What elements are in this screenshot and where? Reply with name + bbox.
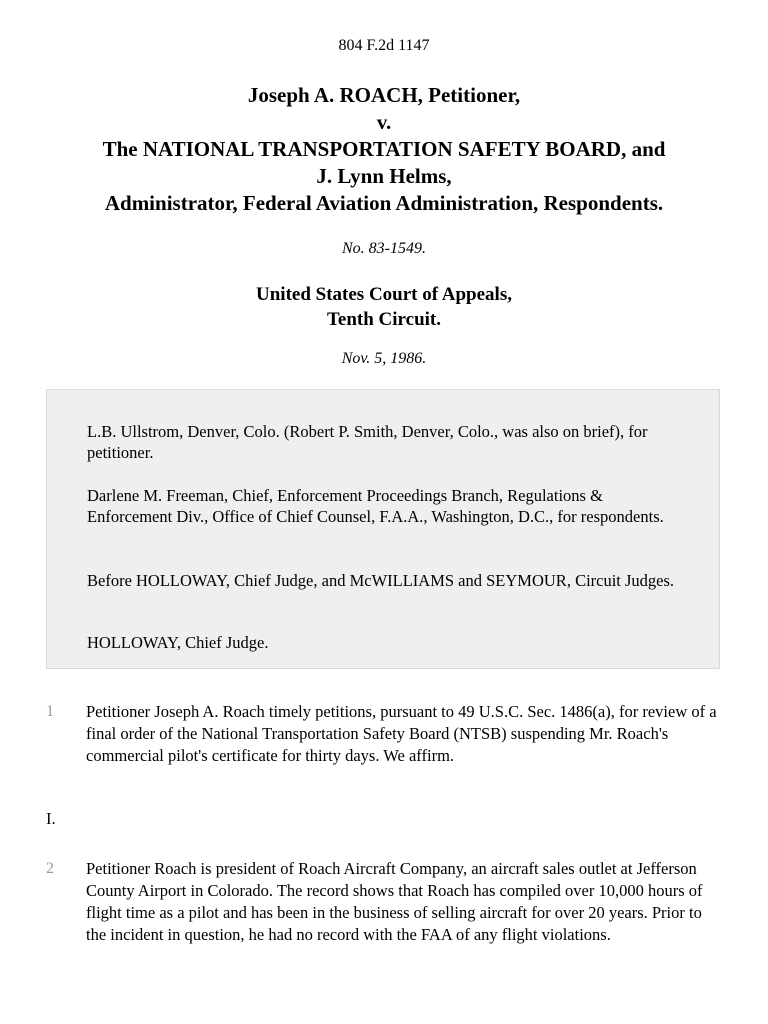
caption-petitioner: Joseph A. ROACH, Petitioner,	[247, 83, 521, 107]
court-name-line-1: United States Court of Appeals,	[256, 284, 512, 305]
case-caption	[0, 82, 768, 217]
decision-date: Nov. 5, 1986.	[341, 350, 427, 367]
section-heading: I.	[46, 809, 56, 828]
counsel-for-petitioner: L.B. Ullstrom, Denver, Colo. (Robert P. Smith, Denver, Colo., was also on brief), for petitioner.	[87, 422, 648, 462]
paragraph-number: 2	[46, 860, 54, 877]
court-name	[0, 282, 768, 332]
counsel-box	[46, 389, 720, 669]
court-name-line-2: Tenth Circuit.	[326, 309, 442, 330]
panel-judges: Before HOLLOWAY, Chief Judge, and McWILLIAMS and SEYMOUR, Circuit Judges.	[87, 571, 675, 590]
paragraph-text: Petitioner Joseph A. Roach timely petitions, pursuant to 49 U.S.C. Sec. 1486(a), for review of a final order of the National Transportation Safety Board (NTSB) suspending Mr. Roach's commercial pilot's certificate for thirty days. We affirm.	[86, 702, 717, 765]
reporter-citation: 804 F.2d 1147	[338, 37, 430, 54]
caption-respondent-board: The NATIONAL TRANSPORTATION SAFETY BOARD, and	[102, 137, 666, 161]
paragraph-text: Petitioner Roach is president of Roach Aircraft Company, an aircraft sales outlet at Jefferson County Airport in Colorado. The record shows that Roach has compiled over 10,000 hours of flight time as a pilot and has been in the business of selling aircraft for over 20 years. Prior to the incident in question, he had no record with the FAA of any flight violations.	[86, 859, 703, 944]
caption-respondent-title: Administrator, Federal Aviation Administration, Respondents.	[104, 191, 664, 215]
counsel-for-respondents: Darlene M. Freeman, Chief, Enforcement Proceedings Branch, Regulations & Enforcement Div., Office of Chief Counsel, F.A.A., Washington, D.C., for respondents.	[87, 486, 664, 526]
paragraph-number: 1	[46, 703, 54, 720]
docket-number: No. 83-1549.	[342, 240, 426, 257]
caption-versus: v.	[376, 110, 392, 134]
opinion-author: HOLLOWAY, Chief Judge.	[87, 633, 269, 652]
caption-respondent-helms: J. Lynn Helms,	[316, 164, 452, 188]
